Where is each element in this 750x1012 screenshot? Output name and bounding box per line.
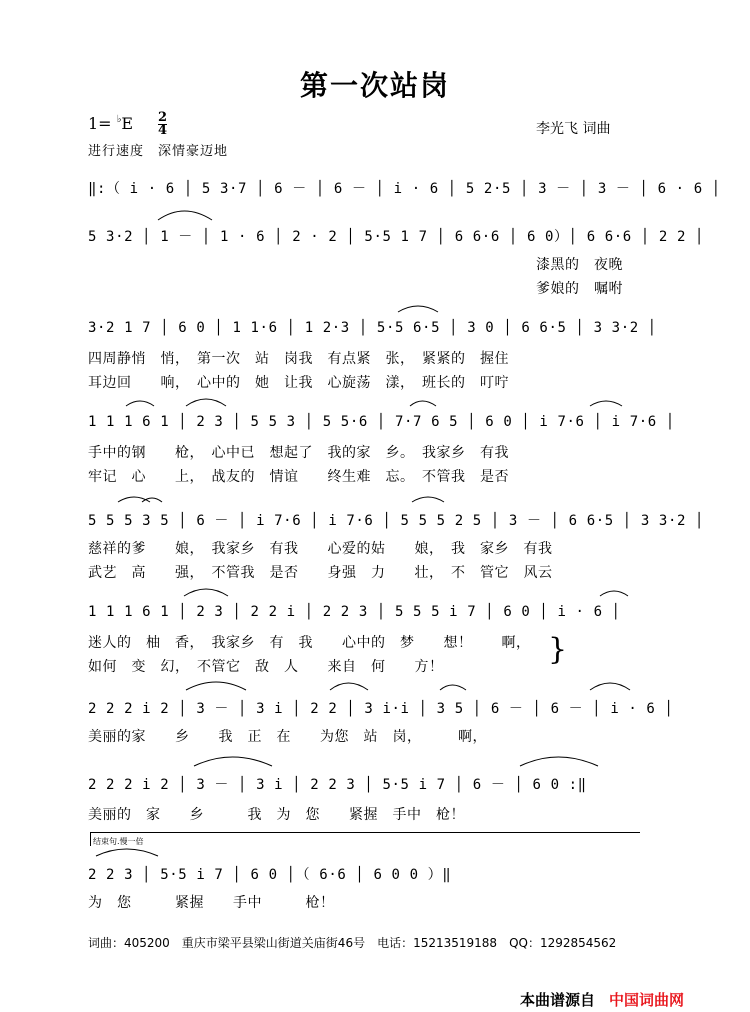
- lyric-line-9: 为 您 紧握 手中 枪！: [88, 895, 335, 911]
- site-link[interactable]: 中国词曲网: [609, 991, 685, 1009]
- notation-line-5: 5 5 5 3 5 │ 6 － │ i 7·6 │ i 7·6 │ 5 5 5 2 5 │ 3 － │ 6 6·5 │ 3 3·2 │: [88, 513, 705, 529]
- key-prefix: 1=: [88, 114, 112, 133]
- lyric-line-5a: 慈祥的爹 娘， 我家乡 有我 心爱的姑 娘， 我 家乡 有我: [88, 541, 553, 557]
- slur: [186, 682, 246, 690]
- source-credit: [520, 989, 684, 1010]
- slur: [590, 401, 622, 406]
- slur: [520, 757, 598, 766]
- page-title: 第一次站岗: [299, 69, 450, 102]
- slur: [184, 589, 228, 596]
- composer-credit: 李光飞 词曲: [536, 121, 611, 137]
- notation-line-7: 2 2 2 i 2 │ 3 － │ 3 i │ 2 2 │ 3 i·i │ 3 5 │ 6 － │ 6 － │ i · 6 │: [88, 701, 674, 717]
- flat-sign: ♭: [116, 114, 122, 125]
- slur: [126, 401, 154, 406]
- notation-line-3: 3·2 1 7 │ 6 0 │ 1 1·6 │ 1 2·3 │ 5·5 6·5 │ 3 0 │ 6 6·5 │ 3 3·2 │: [88, 320, 657, 336]
- lyric-line-5b: 武艺 高 强， 不管我 是否 身强 力 壮， 不 管它 风云: [88, 565, 553, 581]
- contact-info: 词曲：405200 重庆市梁平县梁山街道关庙街46号 电话：15213519188 QQ：1292854562: [88, 936, 617, 950]
- source-label: 本曲谱源自: [520, 991, 596, 1009]
- notation-line-6: 1 1 1 6 1 │ 2 3 │ 2 2 i │ 2 2 3 │ 5 5 5 i 7 │ 6 0 │ i · 6 │: [88, 604, 621, 620]
- slur: [158, 211, 212, 220]
- slur: [186, 399, 226, 406]
- slur: [142, 498, 162, 502]
- notation-line-9: 2 2 3 │ 5·5 i 7 │ 6 0 │（ 6·6 │ 6 0 0 ）‖: [88, 867, 452, 883]
- slur: [398, 306, 438, 312]
- time-signature-bottom: 4: [158, 123, 168, 138]
- slur: [590, 683, 630, 690]
- notation-line-4: 1 1 1 6 1 │ 2 3 │ 5 5 3 │ 5 5·6 │ 7·7 6 5 │ 6 0 │ i 7·6 │ i 7·6 │: [88, 414, 675, 430]
- lyric-line-7: 美丽的家 乡 我 正 在 为您 站 岗， 啊，: [88, 729, 487, 745]
- slur: [330, 683, 368, 690]
- slur: [412, 497, 444, 502]
- verse-brace: }: [548, 632, 568, 667]
- lyric-line-2a: 漆黑的 夜晚: [536, 257, 623, 273]
- ending-note: 结束句.慢一倍: [93, 837, 144, 846]
- notation-line-1: ‖:（ i · 6 │ 5 3·7 │ 6 － │ 6 － │ i · 6 │ 5 2·5 │ 3 － │ 3 － │ 6 · 6 │: [88, 181, 721, 197]
- lyric-line-4a: 手中的钢 枪， 心中已 想起了 我的家 乡。 我家乡 有我: [88, 445, 509, 461]
- lyric-line-6a: 迷人的 柚 香， 我家乡 有 我 心中的 梦 想！ 啊，: [88, 635, 531, 651]
- lyric-line-2b: 爹娘的 嘱咐: [536, 281, 623, 297]
- slur: [410, 401, 436, 406]
- slur: [600, 591, 628, 596]
- key-note: E: [121, 114, 134, 133]
- tempo-marking: 进行速度 深情豪迈地: [88, 144, 229, 159]
- lyric-line-3a: 四周静悄 悄， 第一次 站 岗我 有点紧 张， 紧紧的 握住: [88, 351, 509, 367]
- slur: [194, 757, 272, 766]
- lyric-line-8: 美丽的 家 乡 我 为 您 紧握 手中 枪！: [88, 807, 465, 823]
- time-signature-top: 2: [158, 110, 168, 125]
- slur: [96, 849, 158, 856]
- lyric-line-3b: 耳边回 响， 心中的 她 让我 心旋荡 漾， 班长的 叮咛: [88, 375, 509, 391]
- lyric-line-6b: 如何 变 幻， 不管它 敌 人 来自 何 方！: [88, 659, 444, 675]
- slur: [440, 685, 466, 690]
- notation-line-8: 2 2 2 i 2 │ 3 － │ 3 i │ 2 2 3 │ 5·5 i 7 │ 6 － │ 6 0 :‖: [88, 777, 587, 793]
- lyric-line-4b: 牢记 心 上， 战友的 情谊 终生难 忘。 不管我 是否: [88, 469, 509, 485]
- notation-line-2: 5 3·2 │ 1 － │ 1 · 6 │ 2 · 2 │ 5·5 1 7 │ 6 6·6 │ 6 0）│ 6 6·6 │ 2 2 │: [88, 229, 705, 245]
